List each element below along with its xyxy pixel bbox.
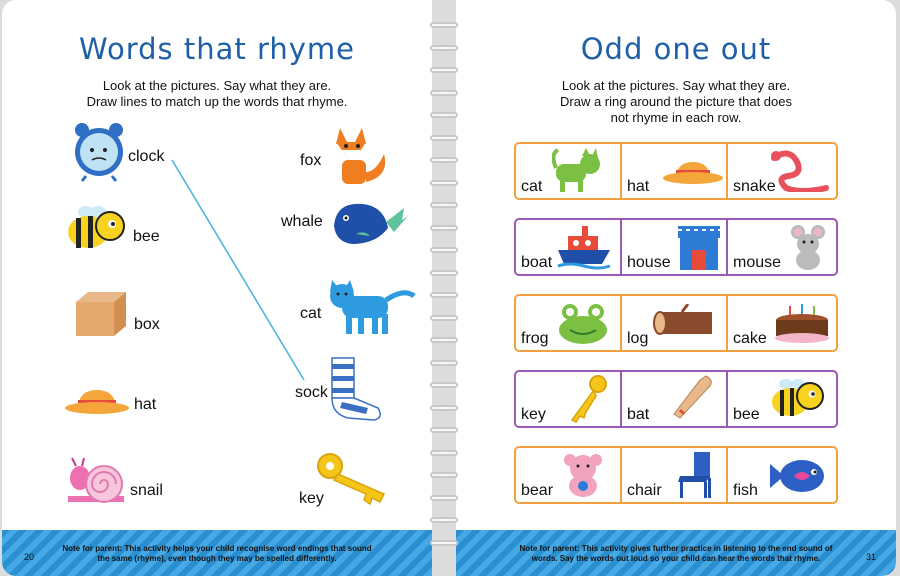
mouse-icon (788, 224, 828, 270)
spiral-ring (430, 360, 458, 366)
word-box: box (134, 316, 160, 333)
whale-icon (332, 200, 408, 246)
key-icon (566, 374, 610, 424)
spiral-ring (430, 450, 458, 456)
row-item[interactable] (516, 372, 622, 426)
instruction-line: not rhyme in each row. (610, 110, 742, 125)
row-item-label: cat (521, 178, 543, 195)
parent-note: Note for parent: This activity gives further practice in listening to the end sound of words. Say the words out loud so your child can hear the words that rhyme. (519, 544, 833, 563)
row-item[interactable] (516, 448, 622, 502)
instruction-line: Look at the pictures. Say what they are. (102, 78, 332, 93)
row-item[interactable] (622, 372, 728, 426)
odd-one-out-row (514, 370, 838, 428)
word-cat: cat (300, 305, 322, 322)
spiral-ring (430, 45, 458, 51)
snake-icon (768, 148, 830, 192)
row-item-label: mouse (733, 254, 782, 271)
row-item-label: hat (627, 178, 650, 195)
left-page (2, 0, 432, 576)
spiral-ring (430, 202, 458, 208)
spiral-ring (430, 292, 458, 298)
key-icon (314, 450, 392, 508)
row-item[interactable] (728, 220, 834, 274)
row-item-label: log (627, 330, 649, 347)
row-item-label: frog (521, 330, 549, 347)
parent-note: Note for parent: This activity helps your child recognise word endings that sound the same (rhyme), even though they may be spelled differently. (62, 544, 372, 563)
row-item-label: chair (627, 482, 662, 499)
page-title: Words that rhyme (78, 32, 356, 66)
row-item-label: fish (733, 482, 758, 499)
row-item-label: bear (521, 482, 554, 499)
footer (456, 530, 896, 576)
fish-icon (768, 456, 826, 496)
page-number: 31 (865, 552, 876, 562)
spiral-ring (430, 540, 458, 546)
row-item-label: bat (627, 406, 650, 423)
page-number: 20 (24, 552, 35, 562)
spiral-ring (430, 135, 458, 141)
row-item[interactable] (622, 296, 728, 350)
row-item-label: key (521, 406, 546, 423)
word-bee: bee (133, 228, 160, 245)
spiral-ring (430, 382, 458, 388)
row-item[interactable] (622, 144, 728, 198)
clock-icon (72, 120, 126, 182)
snail-icon (64, 456, 128, 504)
row-item[interactable] (728, 296, 834, 350)
row-item-label: house (627, 254, 671, 271)
right-page (456, 0, 896, 576)
sock-icon (328, 356, 386, 424)
row-item[interactable] (622, 448, 728, 502)
odd-one-out-row (514, 294, 838, 352)
spiral-ring (430, 180, 458, 186)
spiral-ring (430, 517, 458, 523)
spiral-ring (430, 225, 458, 231)
row-item[interactable] (516, 296, 622, 350)
boat-icon (556, 224, 612, 270)
word-hat: hat (134, 396, 157, 413)
spiral-ring (430, 22, 458, 28)
instructions (456, 78, 896, 126)
cake-icon (774, 304, 830, 344)
house-icon (676, 224, 722, 272)
spiral-ring (430, 112, 458, 118)
spiral-ring (430, 405, 458, 411)
spiral-ring (430, 67, 458, 73)
row-item[interactable] (728, 144, 834, 198)
log-icon (652, 304, 718, 338)
instruction-line: Draw a ring around the picture that does (560, 94, 792, 109)
spiral-ring (430, 90, 458, 96)
instruction-line: Look at the pictures. Say what they are. (561, 78, 791, 93)
row-item[interactable] (728, 372, 834, 426)
footer (2, 530, 432, 576)
spiral-ring (430, 157, 458, 163)
word-clock: clock (128, 148, 165, 165)
spiral-ring (430, 427, 458, 433)
spiral-ring (430, 337, 458, 343)
hat-icon (662, 158, 724, 186)
odd-one-out-row (514, 218, 838, 276)
bee-icon (768, 376, 826, 420)
word-key: key (299, 490, 324, 507)
cat-icon (328, 278, 416, 336)
frog-icon (556, 302, 610, 344)
instruction-line: Draw lines to match up the words that rhyme. (86, 94, 348, 109)
row-item[interactable] (622, 220, 728, 274)
odd-one-out-row (514, 446, 838, 504)
spiral-ring (430, 247, 458, 253)
box-icon (72, 290, 128, 338)
row-item-label: cake (733, 330, 767, 347)
word-snail: snail (130, 482, 163, 499)
word-sock: sock (295, 384, 328, 401)
row-item-label: boat (521, 254, 553, 271)
spiral-ring (430, 472, 458, 478)
spiral-ring (430, 495, 458, 501)
row-item-label: bee (733, 406, 760, 423)
cat-icon (552, 148, 602, 194)
bat-icon (670, 374, 714, 424)
bee-icon (64, 204, 126, 252)
spiral-ring (430, 315, 458, 321)
chair-icon (676, 450, 716, 500)
row-item[interactable] (728, 448, 834, 502)
row-item[interactable] (516, 144, 622, 198)
fox-icon (332, 124, 394, 188)
page-title: Odd one out (580, 32, 772, 66)
odd-one-out-row (514, 142, 838, 200)
bear-icon (562, 452, 604, 498)
word-fox: fox (300, 152, 322, 169)
word-whale: whale (281, 213, 323, 230)
hat-icon (64, 386, 130, 418)
row-item[interactable] (516, 220, 622, 274)
row-item-label: snake (733, 178, 776, 195)
spiral-ring (430, 270, 458, 276)
